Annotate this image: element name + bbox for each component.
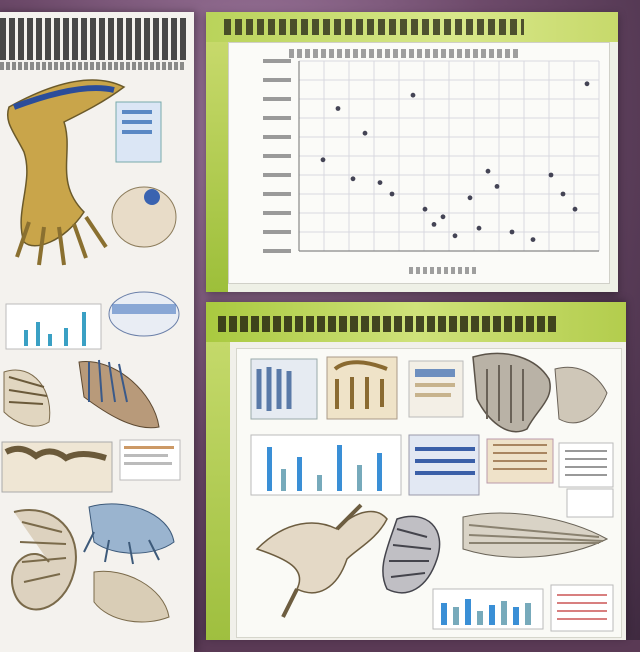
scatter-point <box>573 207 578 212</box>
scatter-point <box>486 169 491 174</box>
figures-poster-side-strip <box>206 342 230 640</box>
y-tick-label <box>263 192 291 196</box>
scatter-point <box>363 131 368 136</box>
scatter-point <box>423 207 428 212</box>
left-poster-figures <box>0 12 194 640</box>
scatter-point <box>510 230 515 235</box>
y-tick-label <box>263 173 291 177</box>
figure-branching-bone <box>257 512 387 593</box>
scatter-point <box>453 233 458 238</box>
scatter-point <box>495 184 500 189</box>
scatter-point <box>585 81 590 86</box>
y-tick-label <box>263 211 291 215</box>
figures-poster-panel <box>236 348 622 638</box>
scatter-point <box>378 180 383 185</box>
scatter-point <box>411 93 416 98</box>
scatter-chart <box>229 43 609 283</box>
y-tick-label <box>263 154 291 158</box>
scatter-point <box>468 195 473 200</box>
scatter-point <box>477 226 482 231</box>
chart-x-axis-label <box>409 267 479 274</box>
scatter-point <box>441 214 446 219</box>
y-tick-label <box>263 116 291 120</box>
scatter-point <box>351 176 356 181</box>
chart-poster-header <box>206 12 618 42</box>
y-tick-label <box>263 135 291 139</box>
scatter-point <box>432 222 437 227</box>
y-tick-label <box>263 78 291 82</box>
y-tick-label <box>263 59 291 63</box>
scatter-point <box>561 192 566 197</box>
scatter-point <box>549 173 554 178</box>
figure-crab <box>89 504 174 553</box>
figures-poster-title <box>218 316 558 332</box>
figure-joint <box>112 187 176 247</box>
scatter-point <box>390 192 395 197</box>
chart-poster-title <box>224 19 524 35</box>
figure-coral <box>383 516 440 592</box>
scatter-chart-panel <box>228 42 610 284</box>
scatter-point <box>531 237 536 242</box>
figure-claw-right <box>79 362 159 428</box>
scatter-point <box>321 157 326 162</box>
y-tick-label <box>263 230 291 234</box>
chart-poster-side-strip <box>206 42 228 292</box>
figures-poster-header <box>206 302 626 342</box>
left-poster <box>0 12 194 652</box>
y-tick-label <box>263 249 291 253</box>
figures-poster-content <box>237 349 621 637</box>
figures-poster <box>206 302 626 640</box>
y-tick-label <box>263 97 291 101</box>
scatter-point <box>336 106 341 111</box>
